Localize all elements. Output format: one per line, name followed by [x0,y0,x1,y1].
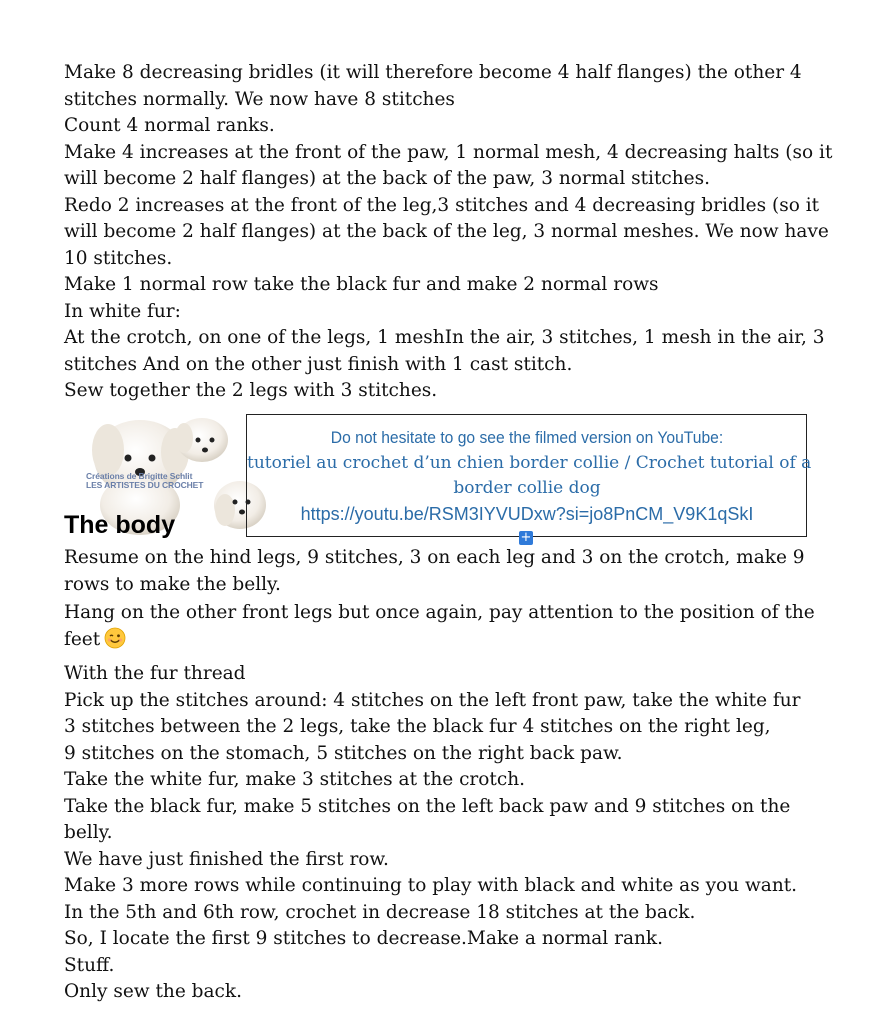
text-line: In white fur: [64,300,181,322]
plus-icon[interactable]: + [520,530,532,545]
text-line [64,600,834,657]
winking-face-icon [104,627,126,658]
text-line: At the crotch, on one of the legs, 1 meshIn the air, 3 stitches, 1 mesh in the air, 3 stitches And on the other just finish with 1 cast stitch. [64,327,825,375]
text-line: Stuff. [64,954,115,976]
text-line: 3 stitches between the 2 legs, take the black fur 4 stitches on the right leg, [64,716,771,737]
text-line: Make 4 increases at the front of the paw, 1 normal mesh, 4 decreasing halts (so it will become 2 half flanges) at the back of the paw, 3 normal stitches. [64,141,833,189]
text-line: Sew together the 2 legs with 3 stitches. [64,380,438,401]
body-paragraphs [64,545,834,1006]
text-line: Take the white fur, make 3 stitches at the crotch. [64,769,526,790]
text-line: With the fur thread [64,663,246,684]
video-callout-intro: Do not hesitate to go see the filmed version on YouTube: [330,428,724,447]
intro-paragraphs [64,60,834,405]
text-line: Redo 2 increases at the front of the leg,3 stitches and 4 decreasing bridles (so it will become 2 half flanges) at the back of the leg, 3 normal meshes. We now have 10 stitches. [64,194,829,269]
text-line: We have just finished the first row. [64,848,389,870]
text-line: Take the black fur, make 5 stitches on the left back paw and 9 stitches on the belly. [64,795,791,843]
text-line: Pick up the stitches around: 4 stitches on the left front paw, take the white fur [64,689,801,711]
text-line: Make 3 more rows while continuing to play with black and white as you want. [64,875,798,896]
text-line: Only sew the back. [64,981,242,1002]
text-line: Count 4 normal ranks. [64,115,275,136]
text-line: Resume on the hind legs, 9 stitches, 3 on each leg and 3 on the crotch, make 9 rows to make the belly. [64,547,805,595]
text-line: So, I locate the first 9 stitches to decrease.Make a normal rank. [64,928,663,949]
video-callout-title: tutoriel au crochet d’un chien border collie / Crochet tutorial of a [247,453,812,473]
logo-credit: Créations de Brigitte Schlit [86,471,193,481]
logo-brand: LES ARTISTES DU CROCHET [86,480,204,490]
video-callout-title-cont: border collie dog [453,478,601,498]
section-title: The body [64,511,176,539]
text-line: In the 5th and 6th row, crochet in decrease 18 stitches at the back. [64,901,696,923]
video-link[interactable]: https://youtu.be/RSM3IYVUDxw?si=jo8PnCM_V9K1qSkI [300,504,754,524]
text-line: 9 stitches on the stomach, 5 stitches on the right back paw. [64,742,623,764]
text-line: Make 1 normal row take the black fur and make 2 normal rows [64,274,659,295]
text-line: Make 8 decreasing bridles (it will therefore become 4 half flanges) the other 4 stitches normally. We now have 8 stitches [64,62,802,110]
text-line-content: Hang on the other front legs but once again, pay attention to the position of the feet [64,602,815,650]
